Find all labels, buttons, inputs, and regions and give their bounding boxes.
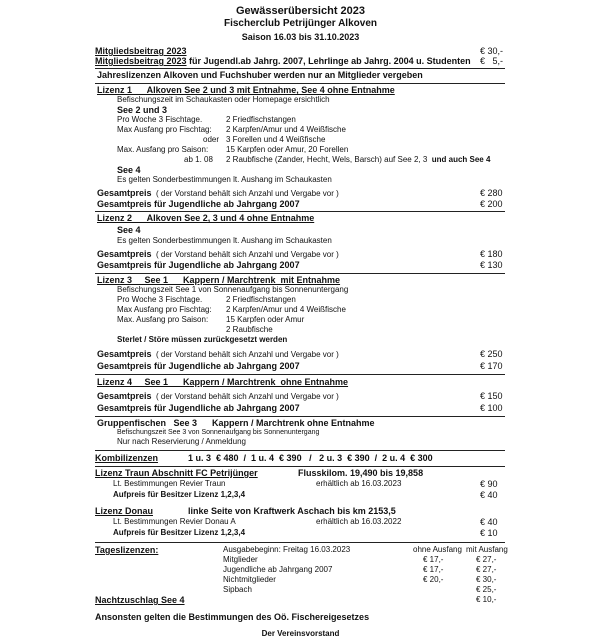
youth-fee-price: € 5,- xyxy=(480,56,504,66)
donau-line2: Aufpreis für Besitzer Lizenz 1,2,3,4 xyxy=(113,528,246,537)
lizenz1-total-note: ( der Vorstand behält sich Anzahl und Vergabe vor ) xyxy=(151,189,339,198)
divider xyxy=(95,68,505,69)
footer-rules: Ansonsten gelten die Bestimmungen des Oö. Fischereigesetzes xyxy=(95,612,370,622)
divider xyxy=(95,466,505,467)
lizenz4-total-price: € 150 xyxy=(480,391,503,401)
traun-line1-date: erhältlich ab 16.03.2023 xyxy=(316,479,402,488)
tages-row-label: Nichtmitglieder xyxy=(223,575,276,584)
lizenz3-day-label: Max Ausfang pro Fischtag: xyxy=(117,305,212,314)
lizenz1-see4-note: Es gelten Sonderbestimmungen lt. Aushang im Schaukasten xyxy=(117,175,332,184)
divider xyxy=(95,374,505,375)
donau-line1: Lt. Bestimmungen Revier Donau A xyxy=(113,517,236,526)
tages-row-label: Jugendliche ab Jahrgang 2007 xyxy=(223,565,333,574)
lizenz1-season-label: Max. Ausfang pro Saison: xyxy=(117,145,209,154)
lizenz3-total-line xyxy=(97,350,339,359)
lizenz1-heading: Lizenz 1 Alkoven See 2 und 3 mit Entnahme, See 4 ohne Entnahme xyxy=(97,85,395,95)
donau-line1-price: € 40 xyxy=(480,517,498,527)
lizenz3-week-label: Pro Woche 3 Fischtage. xyxy=(117,295,203,304)
page-title: Gewässerübersicht 2023 xyxy=(235,5,366,17)
youth-fee-label: Mitgliedsbeitrag 2023 xyxy=(95,56,187,66)
traun-heading: Lizenz Traun Abschnitt FC Petrijünger xyxy=(95,468,258,478)
tages-label: Tageslizenzen: xyxy=(95,545,159,555)
lizenz3-sterlet: Sterlet / Störe müssen zurückgesetzt werden xyxy=(117,335,288,344)
donau-line1-date: erhältlich ab 16.03.2022 xyxy=(316,517,402,526)
kombi-values: 1 u. 3 € 480 / 1 u. 4 € 390 / 2 u. 3 € 390 / 2 u. 4 € 300 xyxy=(188,453,433,463)
tages-col-with-header: mit Ausfang xyxy=(466,545,508,554)
divider xyxy=(95,83,505,84)
lizenz1-ab-value-see4: und auch See 4 xyxy=(427,155,491,164)
membership-note: Jahreslizenzen Alkoven und Fuchshuber werden nur an Mitglieder vergeben xyxy=(97,70,423,80)
lizenz1-see4: See 4 xyxy=(117,165,141,175)
traun-line2: Aufpreis für Besitzer Lizenz 1,2,3,4 xyxy=(113,490,246,499)
lizenz3-day-value: 2 Karpfen/Amur und 4 Weißfische xyxy=(226,305,346,314)
divider xyxy=(95,542,505,543)
tages-begin: Ausgabebeginn: Freitag 16.03.2023 xyxy=(223,545,351,554)
kombi-label: Kombilizenzen xyxy=(95,453,159,463)
tages-row-with: € 30,- xyxy=(476,575,497,584)
lizenz3-befischung: Befischungszeit See 1 von Sonnenaufgang bis Sonnenuntergang xyxy=(117,285,349,294)
tages-row-without: € 17,- xyxy=(423,555,444,564)
gruppen-heading: Gruppenfischen See 3 Kappern / Marchtrenk ohne Entnahme xyxy=(97,418,375,428)
lizenz2-total-note: ( der Vorstand behält sich Anzahl und Vergabe vor ) xyxy=(151,250,339,259)
lizenz1-ab-line xyxy=(226,156,490,164)
lizenz1-day-label: Max Ausfang pro Fischtag: xyxy=(117,125,212,134)
lizenz3-season-value: 15 Karpfen oder Amur xyxy=(226,315,305,324)
divider xyxy=(95,416,505,417)
traun-line2-price: € 40 xyxy=(480,490,498,500)
lizenz2-see4-note: Es gelten Sonderbestimmungen lt. Aushang im Schaukasten xyxy=(117,236,332,245)
divider xyxy=(95,211,505,212)
lizenz3-youth-label: Gesamtpreis für Jugendliche ab Jahrgang 2007 xyxy=(97,361,300,371)
lizenz1-day-value: 2 Karpfen/Amur und 4 Weißfische xyxy=(226,125,346,134)
lizenz2-total-line xyxy=(97,250,339,259)
lizenz3-raub: 2 Raubfische xyxy=(226,325,273,334)
nacht-price: € 10,- xyxy=(476,595,497,604)
lizenz4-youth-label: Gesamtpreis für Jugendliche ab Jahrgang 2007 xyxy=(97,403,300,413)
lizenz1-ab-label: ab 1. 08 xyxy=(184,155,213,164)
club-name: Fischerclub Petrijünger Alkoven xyxy=(223,18,377,29)
divider xyxy=(95,450,505,451)
tages-row-label: Sipbach xyxy=(223,585,252,594)
lizenz4-total-label: Gesamtpreis xyxy=(97,391,152,401)
lizenz3-total-label: Gesamtpreis xyxy=(97,349,152,359)
lizenz2-youth-price: € 130 xyxy=(480,260,503,270)
divider xyxy=(95,273,505,274)
donau-heading: Lizenz Donau xyxy=(95,506,153,516)
lizenz4-total-note: ( der Vorstand behält sich Anzahl und Vergabe vor ) xyxy=(151,392,339,401)
lizenz1-befischung: Befischungszeit im Schaukasten oder Homepage ersichtlich xyxy=(117,95,330,104)
lizenz4-youth-price: € 100 xyxy=(480,403,503,413)
lizenz1-ab-value: 2 Raubfische (Zander, Hecht, Wels, Barsch) auf See 2, 3 xyxy=(226,155,428,164)
lizenz3-week-value: 2 Friedfischstangen xyxy=(226,295,296,304)
lizenz1-total-price: € 280 xyxy=(480,188,503,198)
tages-row-with: € 27,- xyxy=(476,555,497,564)
lizenz2-heading: Lizenz 2 Alkoven See 2, 3 und 4 ohne Entnahme xyxy=(97,213,315,223)
lizenz3-heading: Lizenz 3 See 1 Kappern / Marchtrenk mit Entnahme xyxy=(97,275,341,285)
footer-signature: Der Vereinsvorstand xyxy=(261,629,340,638)
lizenz1-total-line xyxy=(97,189,339,198)
gruppen-reservierung: Nur nach Reservierung / Anmeldung xyxy=(117,437,246,446)
lizenz2-total-label: Gesamtpreis xyxy=(97,249,152,259)
season-range: Saison 16.03 bis 31.10.2023 xyxy=(241,32,360,42)
lizenz2-see4: See 4 xyxy=(117,225,141,235)
membership-fee-price: € 30,- xyxy=(480,46,504,56)
lizenz3-total-price: € 250 xyxy=(480,349,503,359)
traun-km: Flusskilom. 19,490 bis 19,858 xyxy=(298,468,424,478)
tages-row-label: Mitglieder xyxy=(223,555,258,564)
nacht-label: Nachtzuschlag See 4 xyxy=(95,595,185,605)
lizenz1-week-value: 2 Friedfischstangen xyxy=(226,115,296,124)
lizenz1-oder-value: 3 Forellen und 4 Weißfische xyxy=(226,135,326,144)
lizenz1-week-label: Pro Woche 3 Fischtage. xyxy=(117,115,203,124)
donau-line2-price: € 10 xyxy=(480,528,498,538)
lizenz4-heading: Lizenz 4 See 1 Kappern / Marchtrenk ohne Entnahme xyxy=(97,377,349,387)
lizenz2-total-price: € 180 xyxy=(480,249,503,259)
lizenz2-youth-label: Gesamtpreis für Jugendliche ab Jahrgang 2007 xyxy=(97,260,300,270)
tages-col-without-header: ohne Ausfang xyxy=(413,545,462,554)
gruppen-befischung: Befischungszeit See 3 von Sonnenaufgang bis Sonnenuntergang xyxy=(117,429,320,436)
lizenz1-total-label: Gesamtpreis xyxy=(97,188,152,198)
lizenz3-youth-price: € 170 xyxy=(480,361,503,371)
tages-row-with: € 27,- xyxy=(476,565,497,574)
tages-row-without: € 20,- xyxy=(423,575,444,584)
traun-line1-price: € 90 xyxy=(480,479,498,489)
lizenz4-total-line xyxy=(97,392,339,401)
tages-row-without: € 17,- xyxy=(423,565,444,574)
lizenz3-season-label: Max. Ausfang pro Saison: xyxy=(117,315,209,324)
donau-desc: linke Seite von Kraftwerk Aschach bis km 2153,5 xyxy=(188,506,396,516)
lizenz1-youth-label: Gesamtpreis für Jugendliche ab Jahrgang 2007 xyxy=(97,199,300,209)
youth-fee-line xyxy=(95,57,471,66)
lizenz3-total-note: ( der Vorstand behält sich Anzahl und Vergabe vor ) xyxy=(151,350,339,359)
youth-fee-suffix: für Jugendl.ab Jahrg. 2007, Lehrlinge ab Jahrg. 2004 u. Studenten xyxy=(186,56,471,66)
lizenz1-season-value: 15 Karpfen oder Amur, 20 Forellen xyxy=(226,145,349,154)
lizenz1-see23: See 2 und 3 xyxy=(117,105,168,115)
lizenz1-youth-price: € 200 xyxy=(480,199,503,209)
membership-fee-label: Mitgliedsbeitrag 2023 xyxy=(95,46,187,56)
lizenz1-oder: oder xyxy=(203,135,220,144)
traun-line1: Lt. Bestimmungen Revier Traun xyxy=(113,479,226,488)
tages-row-with: € 25,- xyxy=(476,585,497,594)
